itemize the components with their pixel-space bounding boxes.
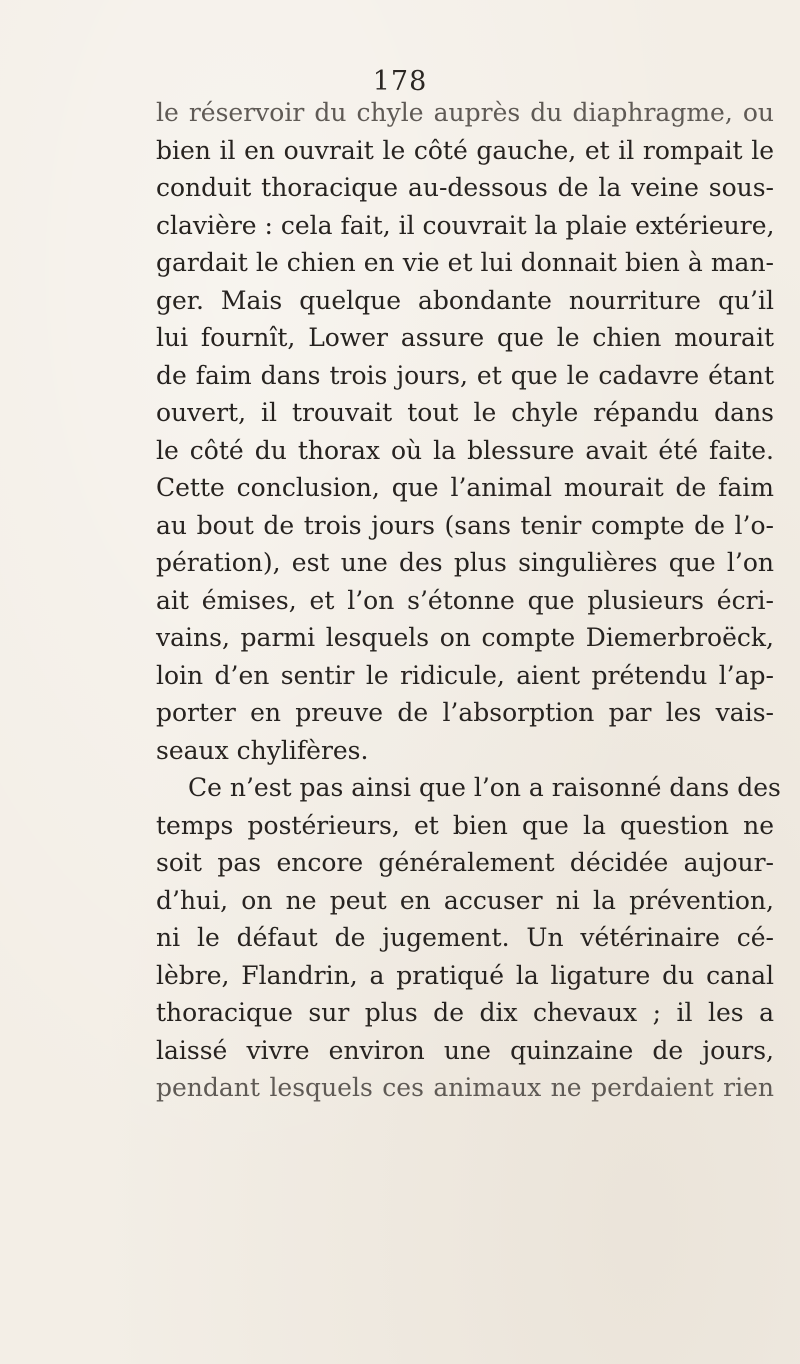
text-line: thoracique sur plus de dix chevaux ; il les a xyxy=(156,998,774,1027)
page-number: 178 xyxy=(372,66,428,97)
text-line: ger. Mais quelque abondante nourriture qu’il xyxy=(156,285,774,315)
text-line: d’hui, on ne peut en accuser ni la prévention, xyxy=(156,885,774,915)
text-line: vains, parmi lesquels on compte Diemerbroëck, xyxy=(156,623,774,652)
text-line: porter en preuve de l’absorption par les vais- xyxy=(156,698,774,727)
text-line: conduit thoracique au-dessous de la veine sous- xyxy=(156,173,774,202)
text-line: temps postérieurs, et bien que la question ne xyxy=(156,810,774,840)
text-line: pendant lesquels ces animaux ne perdaient rien xyxy=(156,1073,774,1102)
text-line: ouvert, il trouvait tout le chyle répandu dans xyxy=(156,398,774,427)
text-line: pération), est une des plus singulières que l’on xyxy=(156,548,774,577)
text-line: loin d’en sentir le ridicule, aient prétendu l’ap- xyxy=(156,660,774,690)
text-line: le réservoir du chyle auprès du diaphragme, ou xyxy=(156,98,774,127)
text-line: lèbre, Flandrin, a pratiqué la ligature du canal xyxy=(156,960,774,990)
text-line: ni le défaut de jugement. Un vétérinaire cé- xyxy=(156,923,774,952)
text-line: laissé vivre environ une quinzaine de jours, xyxy=(156,1035,774,1065)
text-line: bien il en ouvrait le côté gauche, et il rompait le xyxy=(156,135,774,165)
text-line: ait émises, et l’on s’étonne que plusieurs écri- xyxy=(156,585,774,615)
text-line: au bout de trois jours (sans tenir compte de l’o- xyxy=(156,510,774,540)
text-line: gardait le chien en vie et lui donnait bien à man- xyxy=(156,248,774,277)
text-line: de faim dans trois jours, et que le cadavre étant xyxy=(156,360,774,390)
text-line: soit pas encore généralement décidée aujour- xyxy=(156,848,774,877)
text-line: Ce n’est pas ainsi que l’on a raisonné dans des xyxy=(188,773,781,802)
body-text xyxy=(156,94,781,1107)
text-line: seaux chylifères. xyxy=(156,735,369,765)
text-line: clavière : cela fait, il couvrait la plaie extérieure, xyxy=(156,210,775,240)
text-line: Cette conclusion, que l’animal mourait de faim xyxy=(156,473,774,502)
text-line: lui fournît, Lower assure que le chien mourait xyxy=(156,323,774,352)
text-line: le côté du thorax où la blessure avait été faite. xyxy=(156,435,774,465)
